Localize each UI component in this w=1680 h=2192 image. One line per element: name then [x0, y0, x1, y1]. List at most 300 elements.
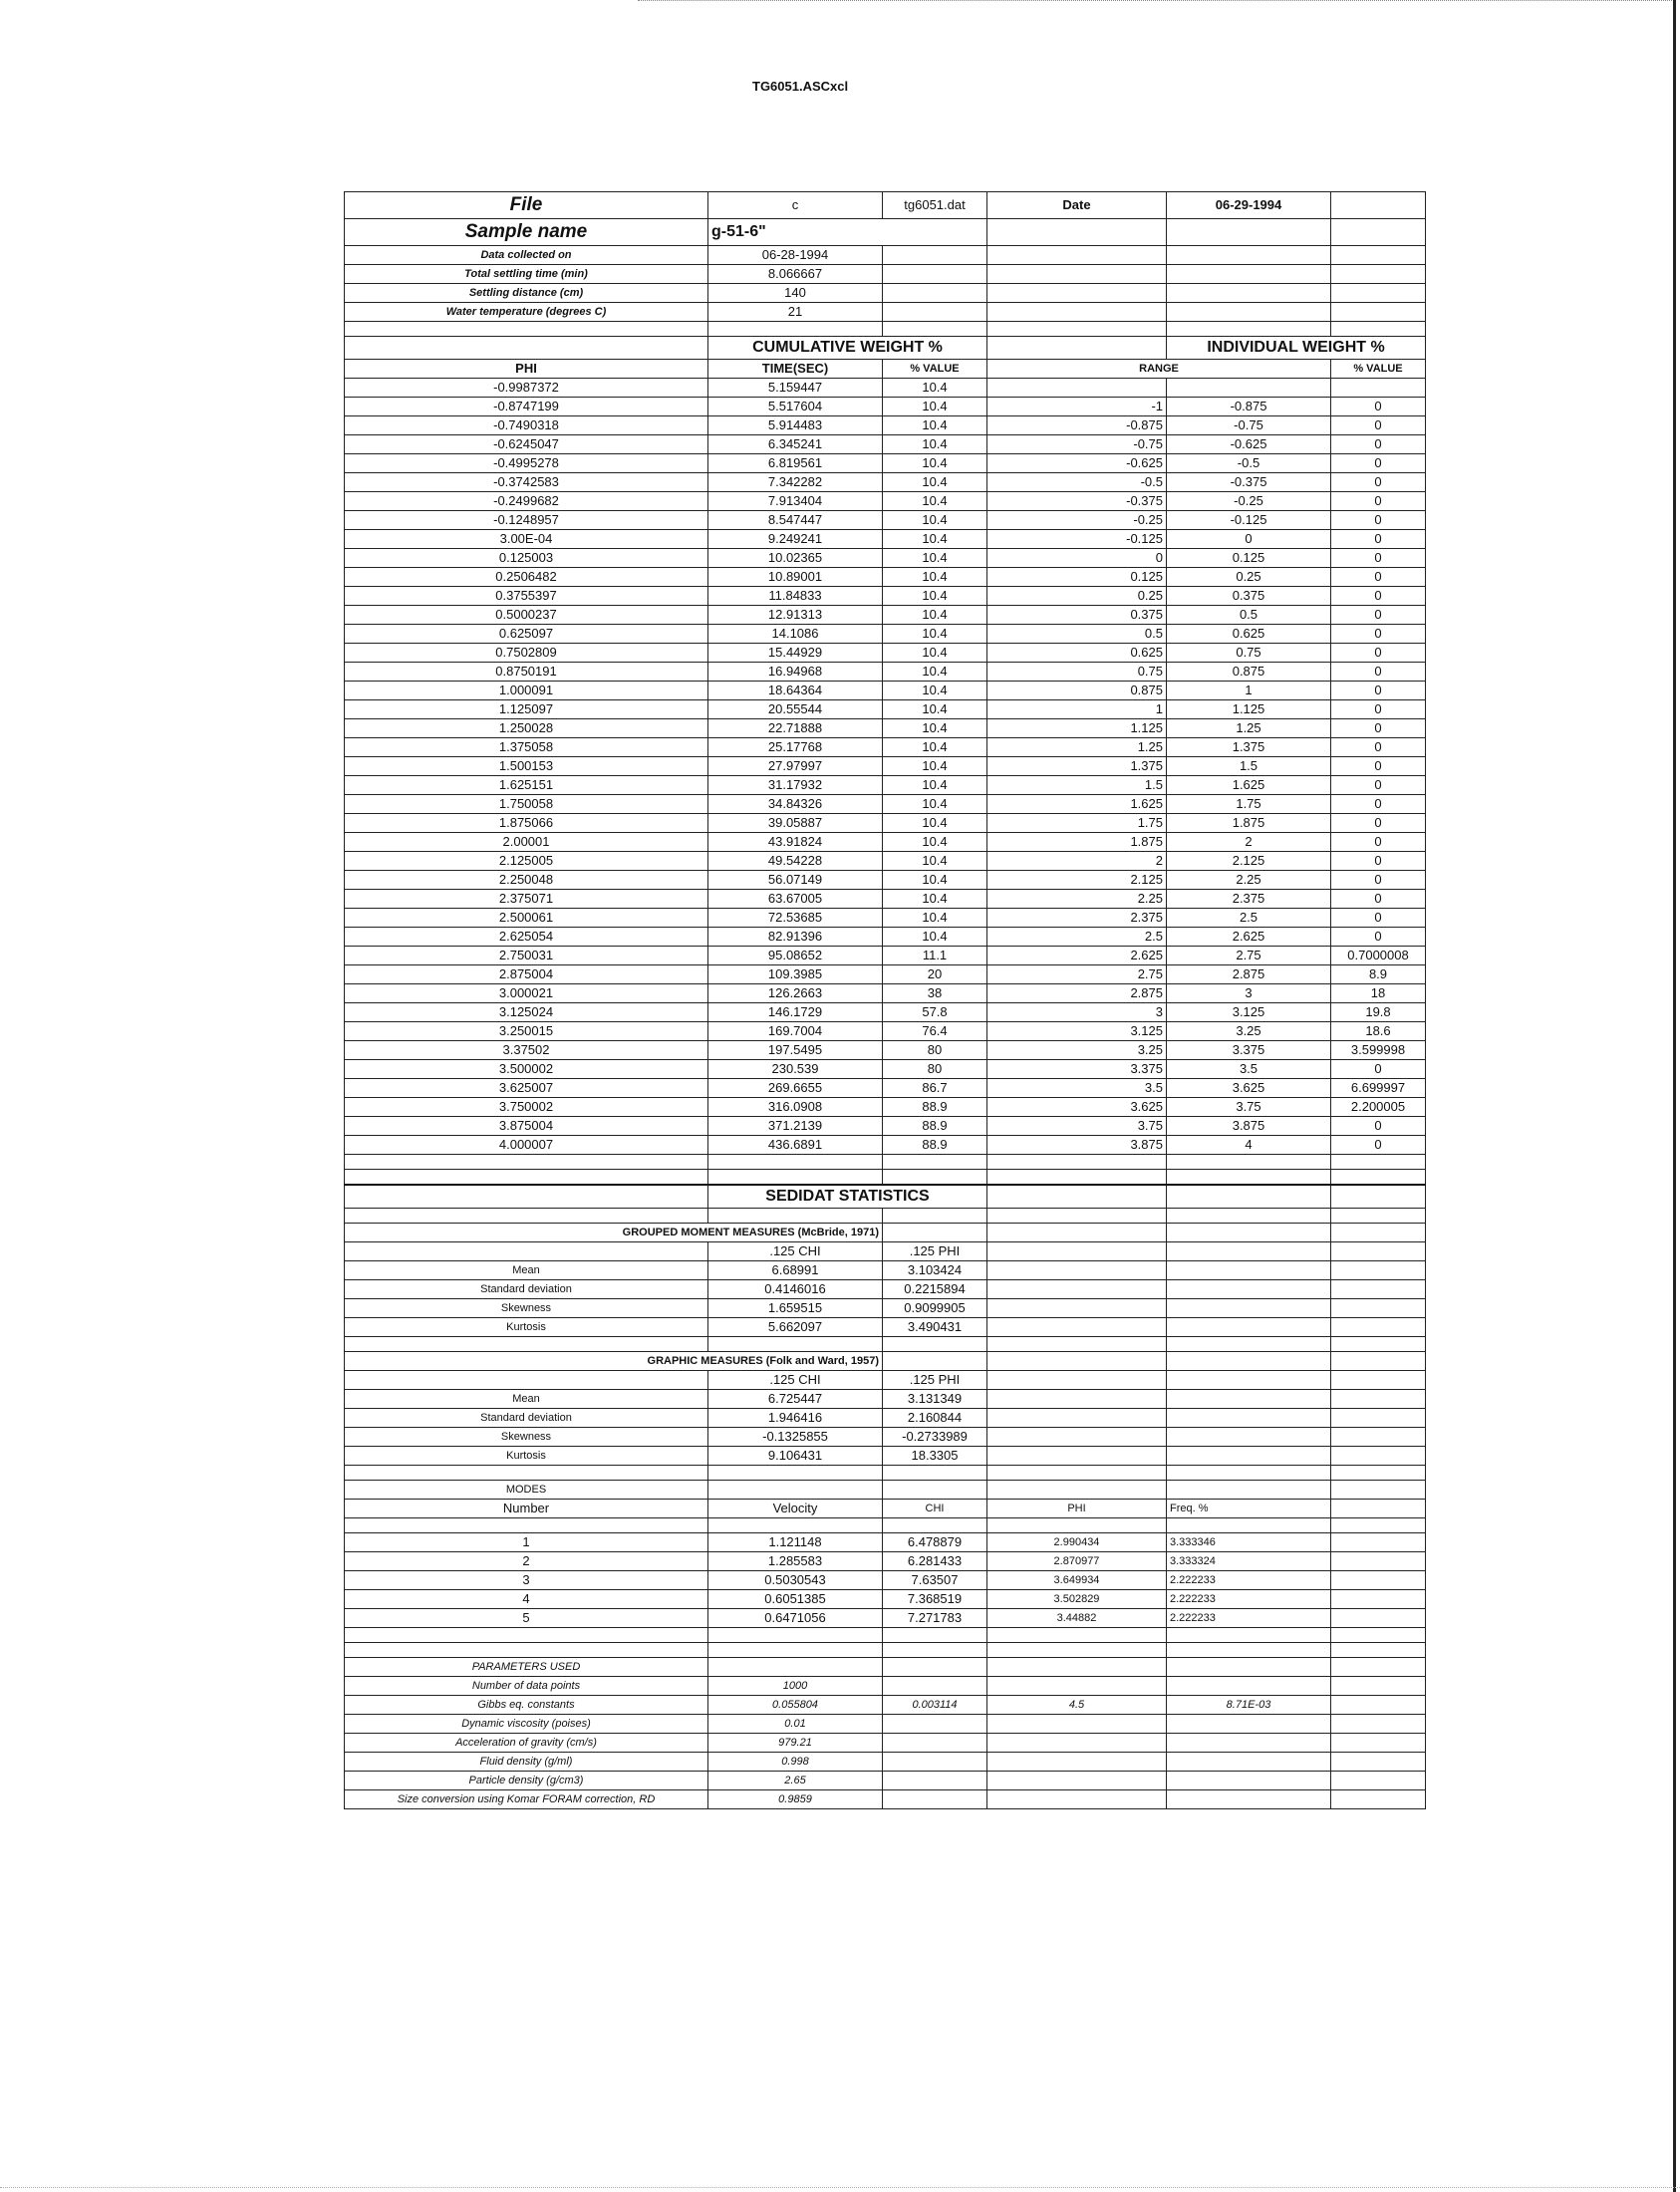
param-value-4 [1167, 1772, 1331, 1790]
mode-number: 1 [345, 1533, 708, 1552]
range-to: 1.75 [1167, 795, 1331, 814]
empty-cell [1331, 1280, 1426, 1299]
range-from: 3.875 [987, 1136, 1167, 1155]
data-row [345, 1079, 1426, 1098]
individual-value: 0 [1331, 398, 1426, 416]
time-header: TIME(SEC) [708, 360, 883, 379]
param-value-2 [883, 1753, 987, 1772]
phi-value: 1.500153 [345, 757, 708, 776]
blank-row [345, 1518, 1426, 1533]
time-value: 5.159447 [708, 379, 883, 398]
cumulative-value: 11.1 [883, 947, 987, 965]
meta-value: 8.066667 [708, 265, 883, 284]
range-from: 3.625 [987, 1098, 1167, 1117]
empty-cell [987, 1352, 1167, 1371]
mode-number: 2 [345, 1552, 708, 1571]
range-from: 0.5 [987, 625, 1167, 644]
empty-cell [1167, 265, 1331, 284]
empty-cell [1331, 1552, 1426, 1571]
range-to: 0.625 [1167, 625, 1331, 644]
meta-label: Data collected on [345, 246, 708, 265]
data-row [345, 644, 1426, 663]
cumulative-value: 10.4 [883, 909, 987, 928]
phi-value: 3.250015 [345, 1022, 708, 1041]
chi-value: 7.271783 [883, 1609, 987, 1628]
phi-value: 3.490431 [883, 1318, 987, 1337]
phi-value: 1.000091 [345, 682, 708, 700]
empty-cell [1167, 1409, 1331, 1428]
param-label: Size conversion using Komar FORAM correction, RD [345, 1790, 708, 1809]
range-from: 1.125 [987, 719, 1167, 738]
time-value: 34.84326 [708, 795, 883, 814]
param-value-3 [987, 1734, 1167, 1753]
meta-value: 140 [708, 284, 883, 303]
empty-cell [1167, 1185, 1331, 1209]
date-label: Date [987, 192, 1167, 219]
empty-cell [883, 1170, 987, 1186]
range-to: 0.875 [1167, 663, 1331, 682]
phi-value: -0.2499682 [345, 492, 708, 511]
time-value: 22.71888 [708, 719, 883, 738]
measure-header-row [345, 1242, 1426, 1261]
phi-value: 2.625054 [345, 928, 708, 947]
range-from: 3.75 [987, 1117, 1167, 1136]
param-value-1: 0.055804 [708, 1696, 883, 1715]
param-value-4 [1167, 1715, 1331, 1734]
empty-cell [987, 322, 1167, 337]
file-dat: tg6051.dat [883, 192, 987, 219]
phi-value: 3.625007 [345, 1079, 708, 1098]
chi-value: 7.63507 [883, 1571, 987, 1590]
range-to: 3.125 [1167, 1003, 1331, 1022]
measure-row [345, 1318, 1426, 1337]
range-to: -0.75 [1167, 416, 1331, 435]
value-header: % VALUE [883, 360, 987, 379]
range-from: 0.25 [987, 587, 1167, 606]
empty-cell [1331, 1371, 1426, 1390]
mode-phi-value: 3.502829 [987, 1590, 1167, 1609]
time-value: 269.6655 [708, 1079, 883, 1098]
empty-cell [1331, 1224, 1426, 1242]
freq-value: 2.222233 [1167, 1571, 1331, 1590]
range-from: 2.375 [987, 909, 1167, 928]
time-value: 39.05887 [708, 814, 883, 833]
empty-cell [345, 1209, 708, 1224]
param-value-1: 2.65 [708, 1772, 883, 1790]
params-title-row [345, 1658, 1426, 1677]
empty-cell [1331, 1170, 1426, 1186]
empty-cell [1331, 246, 1426, 265]
chi-value: 1.659515 [708, 1299, 883, 1318]
empty-cell [883, 1209, 987, 1224]
data-row [345, 928, 1426, 947]
empty-cell [1167, 1209, 1331, 1224]
empty-cell [883, 1481, 987, 1500]
individual-value: 0 [1331, 871, 1426, 890]
empty-cell [1331, 1533, 1426, 1552]
empty-cell [708, 1628, 883, 1643]
param-value-4 [1167, 1753, 1331, 1772]
chi-header: CHI [883, 1500, 987, 1518]
individual-value: 0 [1331, 719, 1426, 738]
data-row [345, 719, 1426, 738]
range-from: 2.625 [987, 947, 1167, 965]
empty-cell [1331, 1518, 1426, 1533]
chi-header: .125 CHI [708, 1242, 883, 1261]
time-value: 72.53685 [708, 909, 883, 928]
empty-cell [987, 337, 1167, 360]
chi-value: 6.478879 [883, 1533, 987, 1552]
data-row [345, 984, 1426, 1003]
phi-value: 1.375058 [345, 738, 708, 757]
data-row [345, 568, 1426, 587]
time-value: 6.819561 [708, 454, 883, 473]
velocity-value: 0.6051385 [708, 1590, 883, 1609]
bottom-border-line [0, 2187, 1680, 2190]
time-value: 27.97997 [708, 757, 883, 776]
empty-cell [1331, 303, 1426, 322]
cumulative-value: 10.4 [883, 568, 987, 587]
empty-cell [708, 1155, 883, 1170]
param-value-1: 1000 [708, 1677, 883, 1696]
empty-cell [1331, 1261, 1426, 1280]
empty-cell [883, 1643, 987, 1658]
phi-value: 1.625151 [345, 776, 708, 795]
empty-cell [883, 1518, 987, 1533]
mode-row [345, 1609, 1426, 1628]
meta-value: 21 [708, 303, 883, 322]
empty-cell [1167, 246, 1331, 265]
empty-cell [1167, 1352, 1331, 1371]
range-to: 4 [1167, 1136, 1331, 1155]
param-label: Fluid density (g/ml) [345, 1753, 708, 1772]
individual-value: 0 [1331, 435, 1426, 454]
phi-header: .125 PHI [883, 1371, 987, 1390]
empty-cell [1167, 1170, 1331, 1186]
measure-title-row [345, 1352, 1426, 1371]
empty-cell [987, 265, 1167, 284]
chi-header: .125 CHI [708, 1371, 883, 1390]
measure-label: Skewness [345, 1299, 708, 1318]
phi-value: 18.3305 [883, 1447, 987, 1466]
data-row [345, 871, 1426, 890]
modes-title: MODES [345, 1481, 708, 1500]
cumulative-value: 10.4 [883, 530, 987, 549]
individual-value: 0 [1331, 511, 1426, 530]
file-label: File [345, 192, 708, 219]
param-value-4 [1167, 1790, 1331, 1809]
empty-cell [883, 1352, 987, 1371]
phi-value: 4.000007 [345, 1136, 708, 1155]
measure-title: GROUPED MOMENT MEASURES (McBride, 1971) [345, 1224, 883, 1242]
empty-cell [883, 322, 987, 337]
document-header: TG6051.ASCxcl [752, 79, 849, 94]
range-to: 1.125 [1167, 700, 1331, 719]
empty-cell [883, 265, 987, 284]
empty-cell [987, 246, 1167, 265]
range-to: 1.375 [1167, 738, 1331, 757]
empty-cell [1331, 265, 1426, 284]
phi-header: PHI [345, 360, 708, 379]
data-row [345, 454, 1426, 473]
range-to: 1.25 [1167, 719, 1331, 738]
phi-value: 0.625097 [345, 625, 708, 644]
freq-value: 3.333324 [1167, 1552, 1331, 1571]
freq-value: 3.333346 [1167, 1533, 1331, 1552]
mode-number: 3 [345, 1571, 708, 1590]
time-value: 43.91824 [708, 833, 883, 852]
range-header: RANGE [987, 360, 1331, 379]
empty-cell [1167, 1447, 1331, 1466]
range-from: 3.125 [987, 1022, 1167, 1041]
time-value: 25.17768 [708, 738, 883, 757]
velocity-value: 0.5030543 [708, 1571, 883, 1590]
cumulative-value: 10.4 [883, 795, 987, 814]
empty-cell [987, 1209, 1167, 1224]
cumulative-value: 10.4 [883, 776, 987, 795]
data-row [345, 511, 1426, 530]
cumulative-value: 10.4 [883, 738, 987, 757]
param-value-1: 0.01 [708, 1715, 883, 1734]
range-to: -0.125 [1167, 511, 1331, 530]
data-row [345, 1003, 1426, 1022]
range-to: 2.75 [1167, 947, 1331, 965]
empty-cell [345, 1242, 708, 1261]
range-from: 1 [987, 700, 1167, 719]
individual-value: 0 [1331, 795, 1426, 814]
measure-label: Mean [345, 1390, 708, 1409]
individual-weight-header: INDIVIDUAL WEIGHT % [1167, 337, 1426, 360]
blank-row [345, 1170, 1426, 1186]
param-value-1: 979.21 [708, 1734, 883, 1753]
empty-cell [1331, 1428, 1426, 1447]
range-from: 0.75 [987, 663, 1167, 682]
range-from: -0.25 [987, 511, 1167, 530]
range-from: -0.625 [987, 454, 1167, 473]
cumulative-value: 10.4 [883, 644, 987, 663]
blank-row [345, 1337, 1426, 1352]
empty-cell [708, 1170, 883, 1186]
data-row [345, 909, 1426, 928]
cumulative-value: 10.4 [883, 473, 987, 492]
empty-cell [708, 1518, 883, 1533]
range-from: 1.625 [987, 795, 1167, 814]
mode-number: 5 [345, 1609, 708, 1628]
empty-cell [1331, 1500, 1426, 1518]
cumulative-value: 10.4 [883, 757, 987, 776]
param-value-3 [987, 1677, 1167, 1696]
range-to: 0 [1167, 530, 1331, 549]
cumulative-value: 10.4 [883, 454, 987, 473]
time-value: 5.517604 [708, 398, 883, 416]
empty-cell [883, 1658, 987, 1677]
right-edge-line [1673, 0, 1676, 2192]
empty-cell [1331, 322, 1426, 337]
data-row [345, 625, 1426, 644]
empty-cell [1331, 1352, 1426, 1371]
mode-row [345, 1552, 1426, 1571]
measure-row [345, 1390, 1426, 1409]
data-row [345, 738, 1426, 757]
data-row [345, 1041, 1426, 1060]
param-value-4 [1167, 1734, 1331, 1753]
time-value: 6.345241 [708, 435, 883, 454]
phi-value: 0.9099905 [883, 1299, 987, 1318]
cumulative-value: 10.4 [883, 435, 987, 454]
range-to: 2.25 [1167, 871, 1331, 890]
blank-row [345, 1209, 1426, 1224]
phi-value: 3.875004 [345, 1117, 708, 1136]
individual-value: 0.7000008 [1331, 947, 1426, 965]
individual-value: 0 [1331, 738, 1426, 757]
file-c: c [708, 192, 883, 219]
param-label: Dynamic viscosity (poises) [345, 1715, 708, 1734]
phi-value: 1.875066 [345, 814, 708, 833]
empty-cell [708, 1643, 883, 1658]
empty-cell [1331, 1155, 1426, 1170]
meta-label: Settling distance (cm) [345, 284, 708, 303]
individual-value [1331, 379, 1426, 398]
phi-value: 3.37502 [345, 1041, 708, 1060]
empty-cell [1167, 1261, 1331, 1280]
individual-value: 0 [1331, 928, 1426, 947]
param-label: Gibbs eq. constants [345, 1696, 708, 1715]
time-value: 7.913404 [708, 492, 883, 511]
empty-cell [1167, 1518, 1331, 1533]
range-from: -0.75 [987, 435, 1167, 454]
phi-value: 3.125024 [345, 1003, 708, 1022]
blank-row [345, 1628, 1426, 1643]
mode-row [345, 1533, 1426, 1552]
empty-cell [1331, 1677, 1426, 1696]
phi-value: -0.2733989 [883, 1428, 987, 1447]
param-value-2 [883, 1734, 987, 1753]
time-value: 16.94968 [708, 663, 883, 682]
individual-value: 0 [1331, 852, 1426, 871]
param-row [345, 1753, 1426, 1772]
phi-value: 0.8750191 [345, 663, 708, 682]
phi-value: 3.500002 [345, 1060, 708, 1079]
individual-value: 0 [1331, 644, 1426, 663]
data-row [345, 1117, 1426, 1136]
chi-value: 9.106431 [708, 1447, 883, 1466]
range-to: 3.375 [1167, 1041, 1331, 1060]
stats-title: SEDIDAT STATISTICS [708, 1185, 987, 1209]
phi-value: 0.5000237 [345, 606, 708, 625]
param-row [345, 1772, 1426, 1790]
empty-cell [708, 1209, 883, 1224]
empty-cell [987, 1481, 1167, 1500]
empty-cell [1331, 1242, 1426, 1261]
empty-cell [708, 322, 883, 337]
empty-cell [1331, 1772, 1426, 1790]
empty-cell [1331, 1390, 1426, 1409]
range-to: 3 [1167, 984, 1331, 1003]
meta-row [345, 265, 1426, 284]
phi-value: 3.00E-04 [345, 530, 708, 549]
measure-row [345, 1280, 1426, 1299]
individual-value-header: % VALUE [1331, 360, 1426, 379]
data-row [345, 682, 1426, 700]
empty-cell [1331, 1590, 1426, 1609]
range-from: 3 [987, 1003, 1167, 1022]
param-value-3: 4.5 [987, 1696, 1167, 1715]
phi-value: 0.2215894 [883, 1280, 987, 1299]
measure-header-row [345, 1371, 1426, 1390]
cumulative-value: 88.9 [883, 1098, 987, 1117]
range-from: -0.875 [987, 416, 1167, 435]
empty-cell [883, 1155, 987, 1170]
time-value: 169.7004 [708, 1022, 883, 1041]
mode-phi-value: 3.649934 [987, 1571, 1167, 1590]
range-to: 2 [1167, 833, 1331, 852]
mode-phi-value: 2.990434 [987, 1533, 1167, 1552]
empty-cell [1331, 1337, 1426, 1352]
individual-value: 0 [1331, 814, 1426, 833]
range-to: 0.125 [1167, 549, 1331, 568]
range-from: 2.75 [987, 965, 1167, 984]
empty-cell [1167, 1481, 1331, 1500]
mode-row [345, 1571, 1426, 1590]
empty-cell [1331, 1299, 1426, 1318]
empty-cell [987, 1643, 1167, 1658]
range-from: 2.25 [987, 890, 1167, 909]
empty-cell [987, 1390, 1167, 1409]
data-row [345, 663, 1426, 682]
empty-cell [1331, 284, 1426, 303]
empty-cell [883, 1337, 987, 1352]
velocity-value: 1.121148 [708, 1533, 883, 1552]
range-to: 3.875 [1167, 1117, 1331, 1136]
individual-value: 0 [1331, 625, 1426, 644]
empty-cell [708, 1337, 883, 1352]
range-from: -0.125 [987, 530, 1167, 549]
range-to: -0.375 [1167, 473, 1331, 492]
freq-header: Freq. % [1167, 1500, 1331, 1518]
empty-cell [1331, 1466, 1426, 1481]
individual-value: 0 [1331, 909, 1426, 928]
empty-cell [1331, 1643, 1426, 1658]
range-from: -1 [987, 398, 1167, 416]
data-row [345, 814, 1426, 833]
data-row [345, 757, 1426, 776]
empty-cell [1331, 1318, 1426, 1337]
measure-row [345, 1261, 1426, 1280]
individual-value: 0 [1331, 833, 1426, 852]
data-row [345, 776, 1426, 795]
cumulative-value: 10.4 [883, 682, 987, 700]
range-to: 1.5 [1167, 757, 1331, 776]
phi-value: 3.103424 [883, 1261, 987, 1280]
param-value-1: 0.998 [708, 1753, 883, 1772]
empty-cell [987, 1155, 1167, 1170]
range-from: 1.75 [987, 814, 1167, 833]
empty-cell [987, 1261, 1167, 1280]
date-value: 06-29-1994 [1167, 192, 1331, 219]
phi-value: 2.00001 [345, 833, 708, 852]
meta-label: Water temperature (degrees C) [345, 303, 708, 322]
range-to: 2.875 [1167, 965, 1331, 984]
param-value-3 [987, 1715, 1167, 1734]
time-value: 10.89001 [708, 568, 883, 587]
range-to: 0.375 [1167, 587, 1331, 606]
empty-cell [1167, 1658, 1331, 1677]
individual-value: 19.8 [1331, 1003, 1426, 1022]
empty-cell [1167, 1643, 1331, 1658]
individual-value: 0 [1331, 568, 1426, 587]
param-value-2 [883, 1790, 987, 1809]
cumulative-value: 10.4 [883, 700, 987, 719]
